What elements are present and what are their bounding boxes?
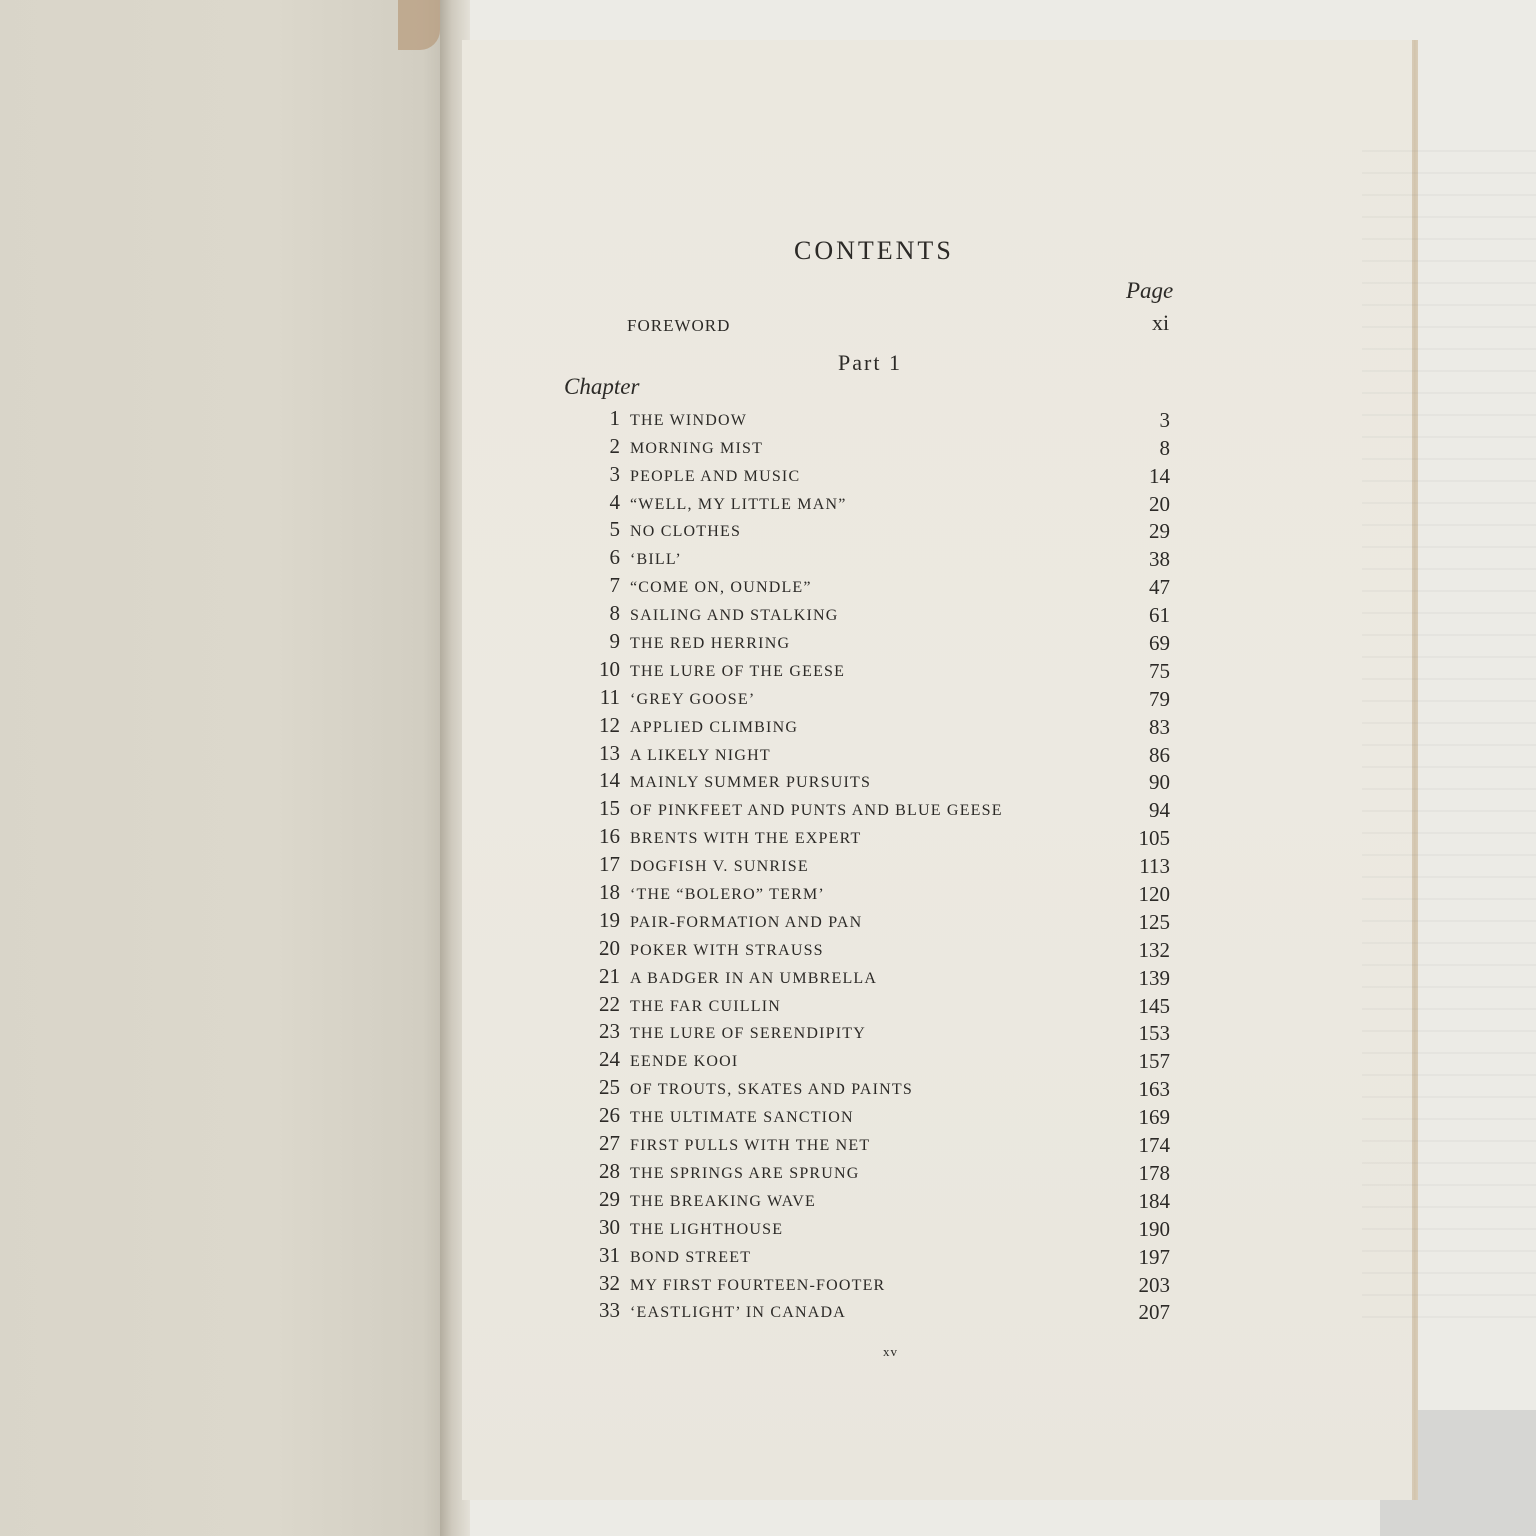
chapter-number: 11 (599, 684, 620, 709)
contents-entry (592, 882, 1172, 910)
contents-entry (592, 1077, 1172, 1105)
contents-entry (592, 1105, 1172, 1133)
chapter-title: POKER WITH STRAUSS (630, 941, 824, 959)
chapter-page-number: 153 (1138, 1021, 1170, 1046)
chapter-title: PAIR-FORMATION AND PAN (630, 913, 863, 931)
chapter-page-number: 3 (1159, 407, 1170, 432)
contents-entry (592, 1242, 1172, 1273)
chapter-title: MAINLY SUMMER PURSUITS (630, 774, 872, 792)
contents-entry (592, 517, 1172, 548)
page-column-heading: Page (1126, 278, 1174, 303)
chapter-number: 20 (599, 935, 620, 960)
contents-entry (592, 1186, 1172, 1217)
chapter-number: 27 (599, 1131, 620, 1156)
chapter-title: ‘BILL’ (630, 551, 682, 569)
chapter-number: 8 (609, 601, 620, 626)
chapter-page-number: 163 (1138, 1077, 1170, 1102)
chapter-number: 28 (599, 1158, 620, 1183)
chapter-title: APPLIED CLIMBING (630, 718, 799, 736)
contents-entry (592, 991, 1172, 1022)
chapter-page-number: 125 (1138, 909, 1170, 934)
foreword-label: FOREWORD (627, 316, 731, 335)
chapter-page-number: 61 (1149, 603, 1170, 628)
chapter-title: FIRST PULLS WITH THE NET (630, 1137, 871, 1155)
contents-entry (592, 935, 1172, 966)
contents-entry (592, 740, 1172, 771)
contents-entry (592, 547, 1172, 575)
chapter-number: 4 (609, 489, 620, 514)
contents-entry (592, 631, 1172, 659)
chapter-page-number: 132 (1138, 937, 1170, 962)
chapter-number: 3 (609, 461, 620, 486)
chapter-page-number: 178 (1138, 1160, 1170, 1185)
contents-entry (592, 768, 1172, 799)
chapter-number: 2 (609, 433, 620, 458)
chapter-page-number: 69 (1149, 631, 1170, 656)
chapter-number: 22 (599, 991, 620, 1016)
chapter-number: 31 (599, 1242, 620, 1267)
chapter-number: 13 (599, 740, 620, 765)
chapter-page-number: 105 (1138, 826, 1170, 851)
chapter-title: OF PINKFEET AND PUNTS AND BLUE GEESE (630, 802, 1003, 820)
chapter-number: 29 (599, 1186, 620, 1211)
contents-entry (592, 1019, 1172, 1050)
chapter-number: 9 (609, 629, 620, 654)
chapter-number: 16 (599, 824, 620, 849)
chapter-title: THE LIGHTHOUSE (630, 1220, 784, 1238)
contents-entry (592, 1214, 1172, 1245)
chapter-title: SAILING AND STALKING (630, 607, 839, 625)
chapter-page-number: 184 (1138, 1188, 1170, 1213)
chapter-page-number: 145 (1138, 993, 1170, 1018)
contents-entry (592, 1270, 1172, 1301)
chapter-page-number: 190 (1138, 1216, 1170, 1241)
chapter-number: 24 (599, 1047, 620, 1072)
chapter-number: 18 (599, 880, 620, 905)
contents-entry (592, 575, 1172, 603)
chapter-number: 33 (599, 1298, 620, 1323)
contents-entry (592, 1049, 1172, 1077)
chapter-page-number: 79 (1149, 686, 1170, 711)
contents-entry (592, 854, 1172, 882)
chapter-title: BOND STREET (630, 1248, 752, 1266)
contents-entry (592, 963, 1172, 994)
chapter-number: 5 (609, 517, 620, 542)
contents-entry (592, 907, 1172, 938)
contents-list (592, 405, 1172, 1328)
chapter-title: PEOPLE AND MUSIC (630, 467, 801, 485)
contents-entry (592, 712, 1172, 743)
chapter-title: THE BREAKING WAVE (630, 1192, 817, 1210)
chapter-title: THE ULTIMATE SANCTION (630, 1109, 854, 1127)
chapter-page-number: 8 (1159, 435, 1170, 460)
chapter-number: 30 (599, 1214, 620, 1239)
contents-entry (592, 1298, 1172, 1329)
chapter-page-number: 75 (1149, 658, 1170, 683)
chapter-page-number: 207 (1138, 1300, 1170, 1325)
chapter-number: 25 (599, 1075, 620, 1100)
show-through-text (1362, 130, 1536, 1330)
contents-entry (592, 405, 1172, 436)
foreword-page-number: xi (1152, 310, 1170, 335)
chapter-title: A LIKELY NIGHT (630, 746, 771, 764)
contents-entry (592, 798, 1172, 826)
chapter-page-number: 169 (1138, 1105, 1170, 1130)
chapter-page-number: 47 (1149, 575, 1170, 600)
chapter-title: MY FIRST FOURTEEN-FOOTER (630, 1276, 886, 1294)
chapter-number: 6 (609, 545, 620, 570)
chapter-page-number: 94 (1149, 798, 1170, 823)
left-page (0, 0, 460, 1536)
chapter-page-number: 120 (1138, 882, 1170, 907)
chapter-page-number: 197 (1138, 1244, 1170, 1269)
chapter-number: 21 (599, 963, 620, 988)
page-folio: xv (883, 1344, 898, 1359)
contents-entry (592, 1133, 1172, 1161)
chapter-page-number: 29 (1149, 519, 1170, 544)
chapter-title: THE SPRINGS ARE SPRUNG (630, 1164, 860, 1182)
chapter-page-number: 38 (1149, 547, 1170, 572)
chapter-title: THE RED HERRING (630, 635, 791, 653)
chapter-number: 26 (599, 1103, 620, 1128)
chapter-title: ‘GREY GOOSE’ (630, 690, 756, 708)
chapter-title: OF TROUTS, SKATES AND PAINTS (630, 1081, 913, 1099)
chapter-title: THE LURE OF THE GEESE (630, 662, 846, 680)
chapter-title: EENDE KOOI (630, 1053, 739, 1071)
chapter-title: “WELL, MY LITTLE MAN” (630, 495, 847, 513)
chapter-page-number: 86 (1149, 742, 1170, 767)
chapter-number: 23 (599, 1019, 620, 1044)
chapter-number: 12 (599, 712, 620, 737)
chapter-page-number: 203 (1138, 1272, 1170, 1297)
chapter-page-number: 174 (1138, 1133, 1170, 1158)
chapter-title: ‘EASTLIGHT’ IN CANADA (630, 1304, 846, 1322)
chapter-number: 10 (599, 656, 620, 681)
chapter-page-number: 14 (1149, 463, 1170, 488)
chapter-page-number: 139 (1138, 965, 1170, 990)
contents-entry (592, 656, 1172, 687)
chapter-title: NO CLOTHES (630, 523, 742, 541)
contents-entry (592, 461, 1172, 492)
chapter-title: THE FAR CUILLIN (630, 997, 782, 1015)
chapter-title: ‘THE “BOLERO” TERM’ (630, 886, 825, 904)
chapter-title: DOGFISH V. SUNRISE (630, 858, 809, 876)
contents-entry (592, 826, 1172, 854)
contents-entry (592, 603, 1172, 631)
part-heading: Part 1 (838, 350, 902, 375)
chapter-page-number: 83 (1149, 714, 1170, 739)
chapter-page-number: 157 (1138, 1049, 1170, 1074)
contents-entry (592, 489, 1172, 520)
contents-title: CONTENTS (794, 236, 954, 265)
chapter-title: BRENTS WITH THE EXPERT (630, 830, 862, 848)
chapter-number: 32 (599, 1270, 620, 1295)
chapter-number: 17 (599, 852, 620, 877)
chapter-number: 15 (599, 796, 620, 821)
chapter-title: THE LURE OF SERENDIPITY (630, 1025, 867, 1043)
chapter-number: 14 (599, 768, 620, 793)
chapter-page-number: 90 (1149, 770, 1170, 795)
chapter-page-number: 113 (1139, 854, 1170, 879)
chapter-title: THE WINDOW (630, 411, 748, 429)
chapter-page-number: 20 (1149, 491, 1170, 516)
contents-entry (592, 433, 1172, 464)
chapter-column-heading: Chapter (564, 374, 640, 399)
chapter-title: A BADGER IN AN UMBRELLA (630, 969, 878, 987)
contents-entry (592, 684, 1172, 715)
contents-entry (592, 1158, 1172, 1189)
chapter-title: “COME ON, OUNDLE” (630, 579, 812, 597)
chapter-number: 7 (609, 573, 620, 598)
chapter-title: MORNING MIST (630, 439, 764, 457)
chapter-number: 19 (599, 907, 620, 932)
chapter-number: 1 (609, 405, 620, 430)
book-cover-edge (398, 0, 440, 50)
